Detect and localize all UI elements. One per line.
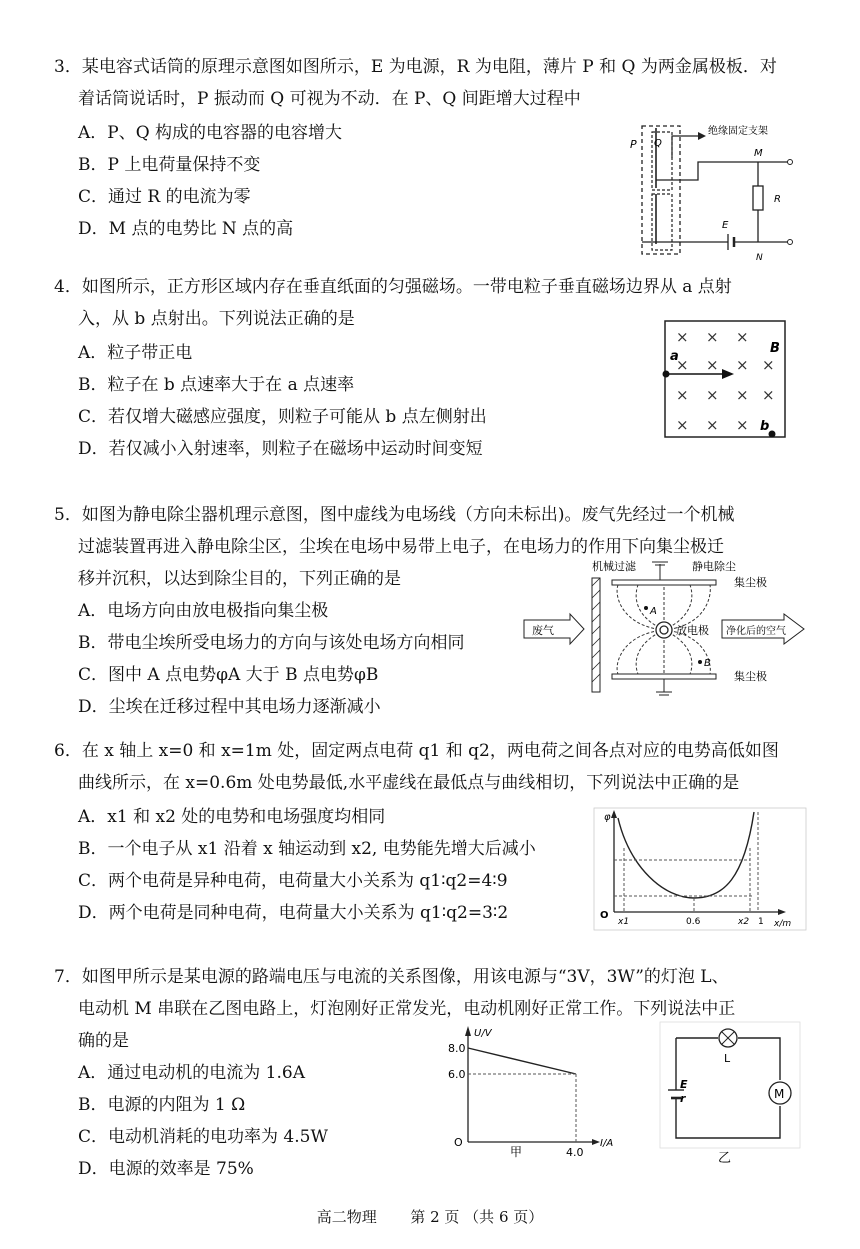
- q4-stem-text: 4．如图所示，正方形区域内存在垂直纸面的匀强磁场。一带电粒子垂直磁场边界从 a 点射: [54, 277, 732, 297]
- q4-option-a: A．粒子带正电: [78, 343, 193, 363]
- node-m-label: M: [754, 148, 763, 159]
- field-cross-mark: ×: [736, 416, 749, 434]
- q6-option-b: B．一个电子从 x1 沿着 x 轴运动到 x2, 电势能先增大后减小: [78, 839, 536, 859]
- point-b-label: b: [760, 419, 770, 434]
- battery-e-label: E: [722, 220, 729, 231]
- field-cross-mark: ×: [676, 356, 689, 374]
- support-label: 绝缘固定支架: [708, 126, 768, 137]
- plate-p-label: P: [630, 138, 637, 151]
- resistor-r-label: R: [774, 194, 781, 205]
- q3-option-a: A．P、Q 构成的电容器的电容增大: [78, 123, 343, 143]
- q7-ui-graph-figure: [448, 1024, 618, 1160]
- q4-magnetic-field-figure: [664, 320, 788, 440]
- field-b-label: B: [770, 341, 780, 356]
- x-axis-label: x/m: [774, 919, 792, 929]
- u-axis-label: U/V: [474, 1028, 492, 1039]
- q3-option-b: B．P 上电荷量保持不变: [78, 155, 261, 175]
- y-tick-6: 6.0: [448, 1068, 466, 1081]
- field-cross-mark: ×: [706, 328, 719, 346]
- graph-caption: 甲: [510, 1145, 523, 1159]
- lamp-l-label: L: [724, 1052, 731, 1065]
- q4-stem-line1: [54, 276, 732, 298]
- field-cross-mark: ×: [762, 386, 775, 404]
- q6-option-d: D．两个电荷是同种电荷，电荷量大小关系为 q1∶q2=3∶2: [78, 903, 509, 923]
- field-cross-mark: ×: [762, 356, 775, 374]
- q6-option-a: A．x1 和 x2 处的电势和电场强度均相同: [78, 807, 386, 827]
- q4-option-b: B．粒子在 b 点速率大于在 a 点速率: [78, 375, 355, 395]
- q6-potential-curve-figure: [594, 808, 806, 930]
- filter-label: 机械过滤: [592, 560, 636, 573]
- node-n-label: N: [756, 253, 763, 263]
- q7-option-c: C．电动机消耗的电功率为 4.5W: [78, 1127, 328, 1147]
- q6-option-c: C．两个电荷是异种电荷，电荷量大小关系为 q1∶q2=4∶9: [78, 871, 508, 891]
- q5-stem-line2: 过滤装置再进入静电除尘区，尘埃在电场中易带上电子，在电场力的作用下向集尘极迁: [78, 537, 724, 557]
- field-cross-mark: ×: [676, 416, 689, 434]
- i-axis-label: I/A: [600, 1138, 614, 1149]
- q5-option-a: A．电场方向由放电极指向集尘极: [78, 601, 329, 621]
- emf-e-label: E: [680, 1078, 688, 1091]
- origin-label: O: [600, 910, 609, 921]
- q6-stem-line2: 曲线所示，在 x=0.6m 处电势最低,水平虚线在最低点与曲线相切，下列说法中正确的是: [78, 773, 740, 793]
- y-tick-8: 8.0: [448, 1042, 466, 1055]
- field-cross-mark: ×: [736, 356, 749, 374]
- collector-top-label: 集尘极: [734, 576, 767, 589]
- q5-electrostatic-precipitator-figure: [522, 556, 812, 714]
- q4-stem-line2: 入，从 b 点射出。下列说法正确的是: [78, 309, 355, 329]
- point-b-label: B: [704, 658, 711, 669]
- q7-stem-line2: 电动机 M 串联在乙图电路上，灯泡刚好正常发光，电动机刚好正常工作。下列说法中正: [78, 999, 736, 1019]
- dedust-label: 静电除尘: [692, 560, 736, 573]
- collector-bottom-label: 集尘极: [734, 670, 767, 683]
- point-a-label: A: [650, 606, 657, 617]
- q5-stem-line1: 5．如图为静电除尘器机理示意图，图中虚线为电场线（方向未标出)。废气先经过一个机械: [54, 505, 735, 525]
- origin-label: O: [454, 1136, 463, 1149]
- q3-stem-line1: 3．某电容式话筒的原理示意图如图所示，E 为电源，R 为电阻，薄片 P 和 Q 为两金属极板．对: [54, 57, 777, 77]
- field-cross-mark: ×: [706, 416, 719, 434]
- page-footer: [0, 1206, 860, 1227]
- q7-option-a: A．通过电动机的电流为 1.6A: [78, 1063, 305, 1083]
- field-cross-mark: ×: [676, 328, 689, 346]
- internal-r-label: r: [680, 1092, 686, 1105]
- q4-option-d: D．若仅减小入射速率，则粒子在磁场中运动时间变短: [78, 439, 483, 459]
- q7-stem-line3: 确的是: [78, 1031, 129, 1051]
- q7-series-circuit-figure: [660, 1022, 800, 1164]
- q3-option-c: C．通过 R 的电流为零: [78, 187, 251, 207]
- q3-stem-line2: 着话筒说话时，P 振动而 Q 可视为不动．在 P、Q 间距增大过程中: [78, 89, 581, 109]
- q7-option-b: B．电源的内阻为 1 Ω: [78, 1095, 246, 1115]
- field-cross-mark: ×: [706, 356, 719, 374]
- q4-option-c: C．若仅增大磁感应强度，则粒子可能从 b 点左侧射出: [78, 407, 487, 427]
- plate-q-label: Q: [654, 138, 662, 149]
- circuit-caption: 乙: [718, 1151, 732, 1166]
- footer-page: 第 2 页: [410, 1208, 460, 1226]
- q5-option-c: C．图中 A 点电势φA 大于 B 点电势φB: [78, 665, 379, 685]
- x-tick-4: 4.0: [566, 1146, 584, 1159]
- q7-option-d: D．电源的效率是 75%: [78, 1159, 254, 1179]
- motor-m-label: M: [774, 1087, 785, 1101]
- q5-option-d: D．尘埃在迁移过程中其电场力逐渐减小: [78, 697, 381, 717]
- q3-microphone-circuit-figure: [628, 118, 808, 266]
- x1-tick: x1: [618, 917, 630, 927]
- waste-gas-label: 废气: [532, 624, 554, 637]
- q3-option-d: D．M 点的电势比 N 点的高: [78, 219, 294, 239]
- q5-option-b: B．带电尘埃所受电场力的方向与该处电场方向相同: [78, 633, 465, 653]
- field-cross-mark: ×: [706, 386, 719, 404]
- phi-axis-label: φ: [604, 812, 611, 823]
- clean-air-label: 净化后的空气: [726, 626, 786, 637]
- footer-total: （共 6 页）: [464, 1208, 544, 1226]
- x2-tick: x2: [738, 917, 750, 927]
- mid-tick: 0.6: [686, 917, 701, 927]
- q5-stem-line3: 移并沉积，以达到除尘目的，下列正确的是: [78, 569, 401, 589]
- q6-stem-line1: 6．在 x 轴上 x=0 和 x=1m 处，固定两点电荷 q1 和 q2，两电荷之间各点对应的电势高低如图: [54, 741, 779, 761]
- q7-stem-line1: 7．如图甲所示是某电源的路端电压与电流的关系图像，用该电源与“3V，3W”的灯泡 L、: [54, 967, 729, 987]
- field-cross-mark: ×: [736, 386, 749, 404]
- one-tick: 1: [758, 917, 764, 927]
- footer-subject: 高二物理: [316, 1208, 377, 1226]
- electrode-label: 放电极: [676, 624, 709, 637]
- field-cross-mark: ×: [736, 328, 749, 346]
- field-cross-mark: ×: [676, 386, 689, 404]
- point-a-label: a: [670, 349, 679, 364]
